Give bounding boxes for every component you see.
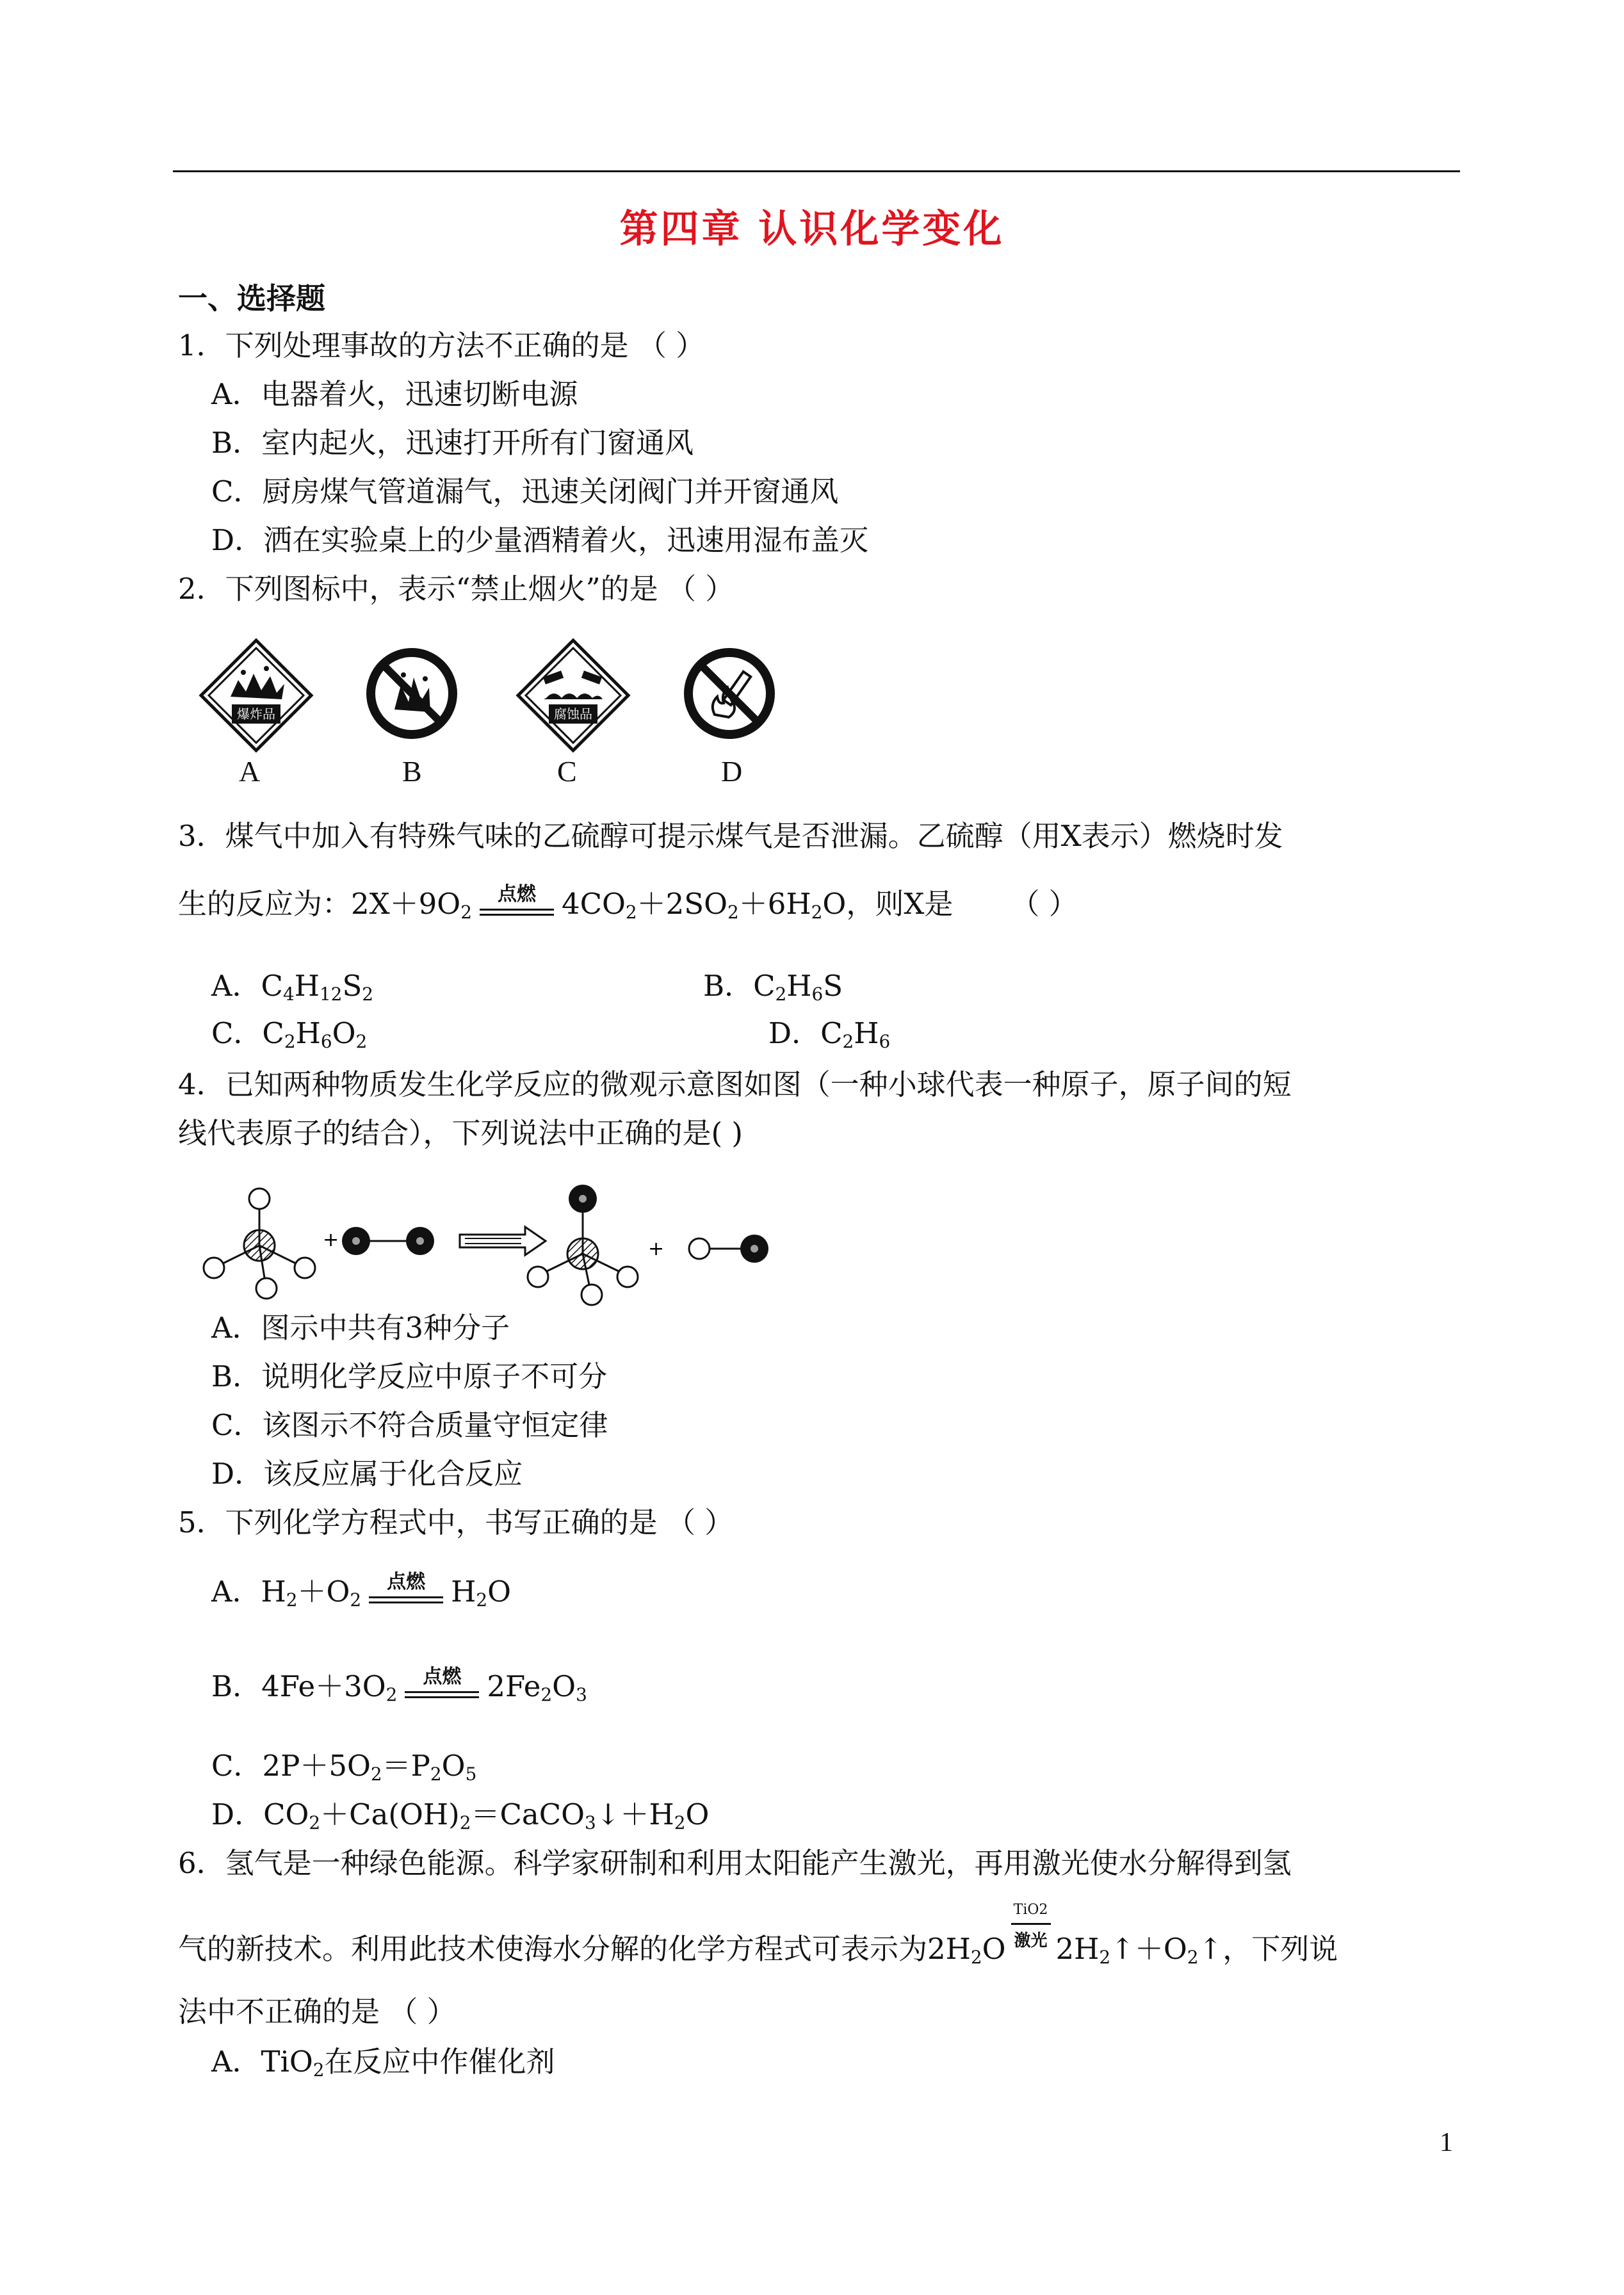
question-2-stem: 2．下列图标中，表示“禁止烟火”的是 （ ） [178,572,735,606]
question-6-line3: 法中不正确的是 （ ） [178,1995,456,2029]
q1-option-d: D．洒在实验桌上的少量酒精着火，迅速用湿布盖灭 [211,523,869,557]
question-5-stem: 5．下列化学方程式中，书写正确的是 （ ） [178,1505,734,1539]
q1-option-b: B．室内起火，迅速打开所有门窗通风 [211,426,694,460]
section-heading: 一、选择题 [178,281,325,316]
q3-option-a: A．$C_4H_{12}S_2$ [211,969,374,1005]
no-explosive-icon [364,645,460,742]
question-3-line1: 3．煤气中加入有特殊气味的乙硫醇可提示煤气是否泄漏。乙硫醇（用X表示）燃烧时发 [178,819,1283,853]
question-4-line1: 4．已知两种物质发生化学反应的微观示意图如图（一种小球代表一种原子，原子间的短 [178,1067,1292,1101]
icon-label-c: C [557,755,577,788]
page-number: 1 [1440,2128,1453,2157]
icon-label-b: B [402,755,422,788]
svg-text:腐蚀品: 腐蚀品 [554,706,592,722]
page-title: 第四章 认识化学变化 [619,207,1005,252]
q4-option-c: C．该图示不符合质量守恒定律 [211,1408,608,1442]
q5-option-d: D．$CO_2+Ca(OH)_2=CaCO_3↓+H_2O$ [211,1797,710,1833]
question-3-line2: 生的反应为：$2X+9O_2$ 点燃 $4CO_2+2SO_2+6H_2O$，则X是 （ ） [178,883,1078,923]
explosive-warning-icon [199,638,314,753]
svg-text:+: + [648,1238,665,1260]
q3-option-d: D．$C_2H_6$ [768,1016,891,1052]
question-4-line2: 线代表原子的结合），下列说法中正确的是( ) [178,1116,743,1150]
q4-option-a: A．图示中共有3种分子 [211,1311,510,1345]
corrosive-warning-icon [516,638,631,753]
q3-option-c: C．$C_2H_6O_2$ [211,1016,368,1052]
condition-ignite: 点燃 [365,1576,447,1604]
condition-ignite: 点燃 [476,888,558,916]
no-smoking-fire-icon [681,645,777,742]
q4-option-d: D．该反应属于化合反应 [211,1457,523,1491]
reaction-micro-diagram [192,1178,794,1306]
icon-label-d: D [721,755,743,788]
q1-option-a: A．电器着火，迅速切断电源 [211,377,578,411]
q4-option-b: B．说明化学反应中原子不可分 [211,1359,608,1393]
svg-text:爆炸品: 爆炸品 [237,706,275,722]
question-6-line2: 气的新技术。利用此技术使海水分解的化学方程式可表示为$2H_2O$ TiO2 激光 $2H_2↑+O_2↑$，下列说 [178,1902,1338,1968]
condition-ignite: 点燃 [401,1671,483,1699]
q6-option-a: A．TiO$_2$在反应中作催化剂 [211,2045,555,2080]
q5-option-a: A．$H_2+O_2$ 点燃 $H_2O$ [211,1571,512,1610]
q3-option-b: B．$C_2H_6S$ [703,969,843,1005]
q5-option-c: C．$2P+5O_2=P_2O_5$ [211,1749,477,1785]
question-6-line1: 6．氢气是一种绿色能源。科学家研制和利用太阳能产生激光，再用激光使水分解得到氢 [178,1846,1292,1880]
header-rule [173,170,1460,172]
q1-option-c: C．厨房煤气管道漏气，迅速关闭阀门并开窗通风 [211,474,839,508]
q5-option-b: B．$4Fe+3O_2$ 点燃 $2Fe_2O_3$ [211,1666,587,1705]
icon-label-a: A [239,755,261,788]
svg-text:+: + [323,1229,339,1251]
condition-catalyst-laser: TiO2 激光 [1007,1931,1055,1963]
question-1-stem: 1．下列处理事故的方法不正确的是 （ ） [178,328,705,362]
